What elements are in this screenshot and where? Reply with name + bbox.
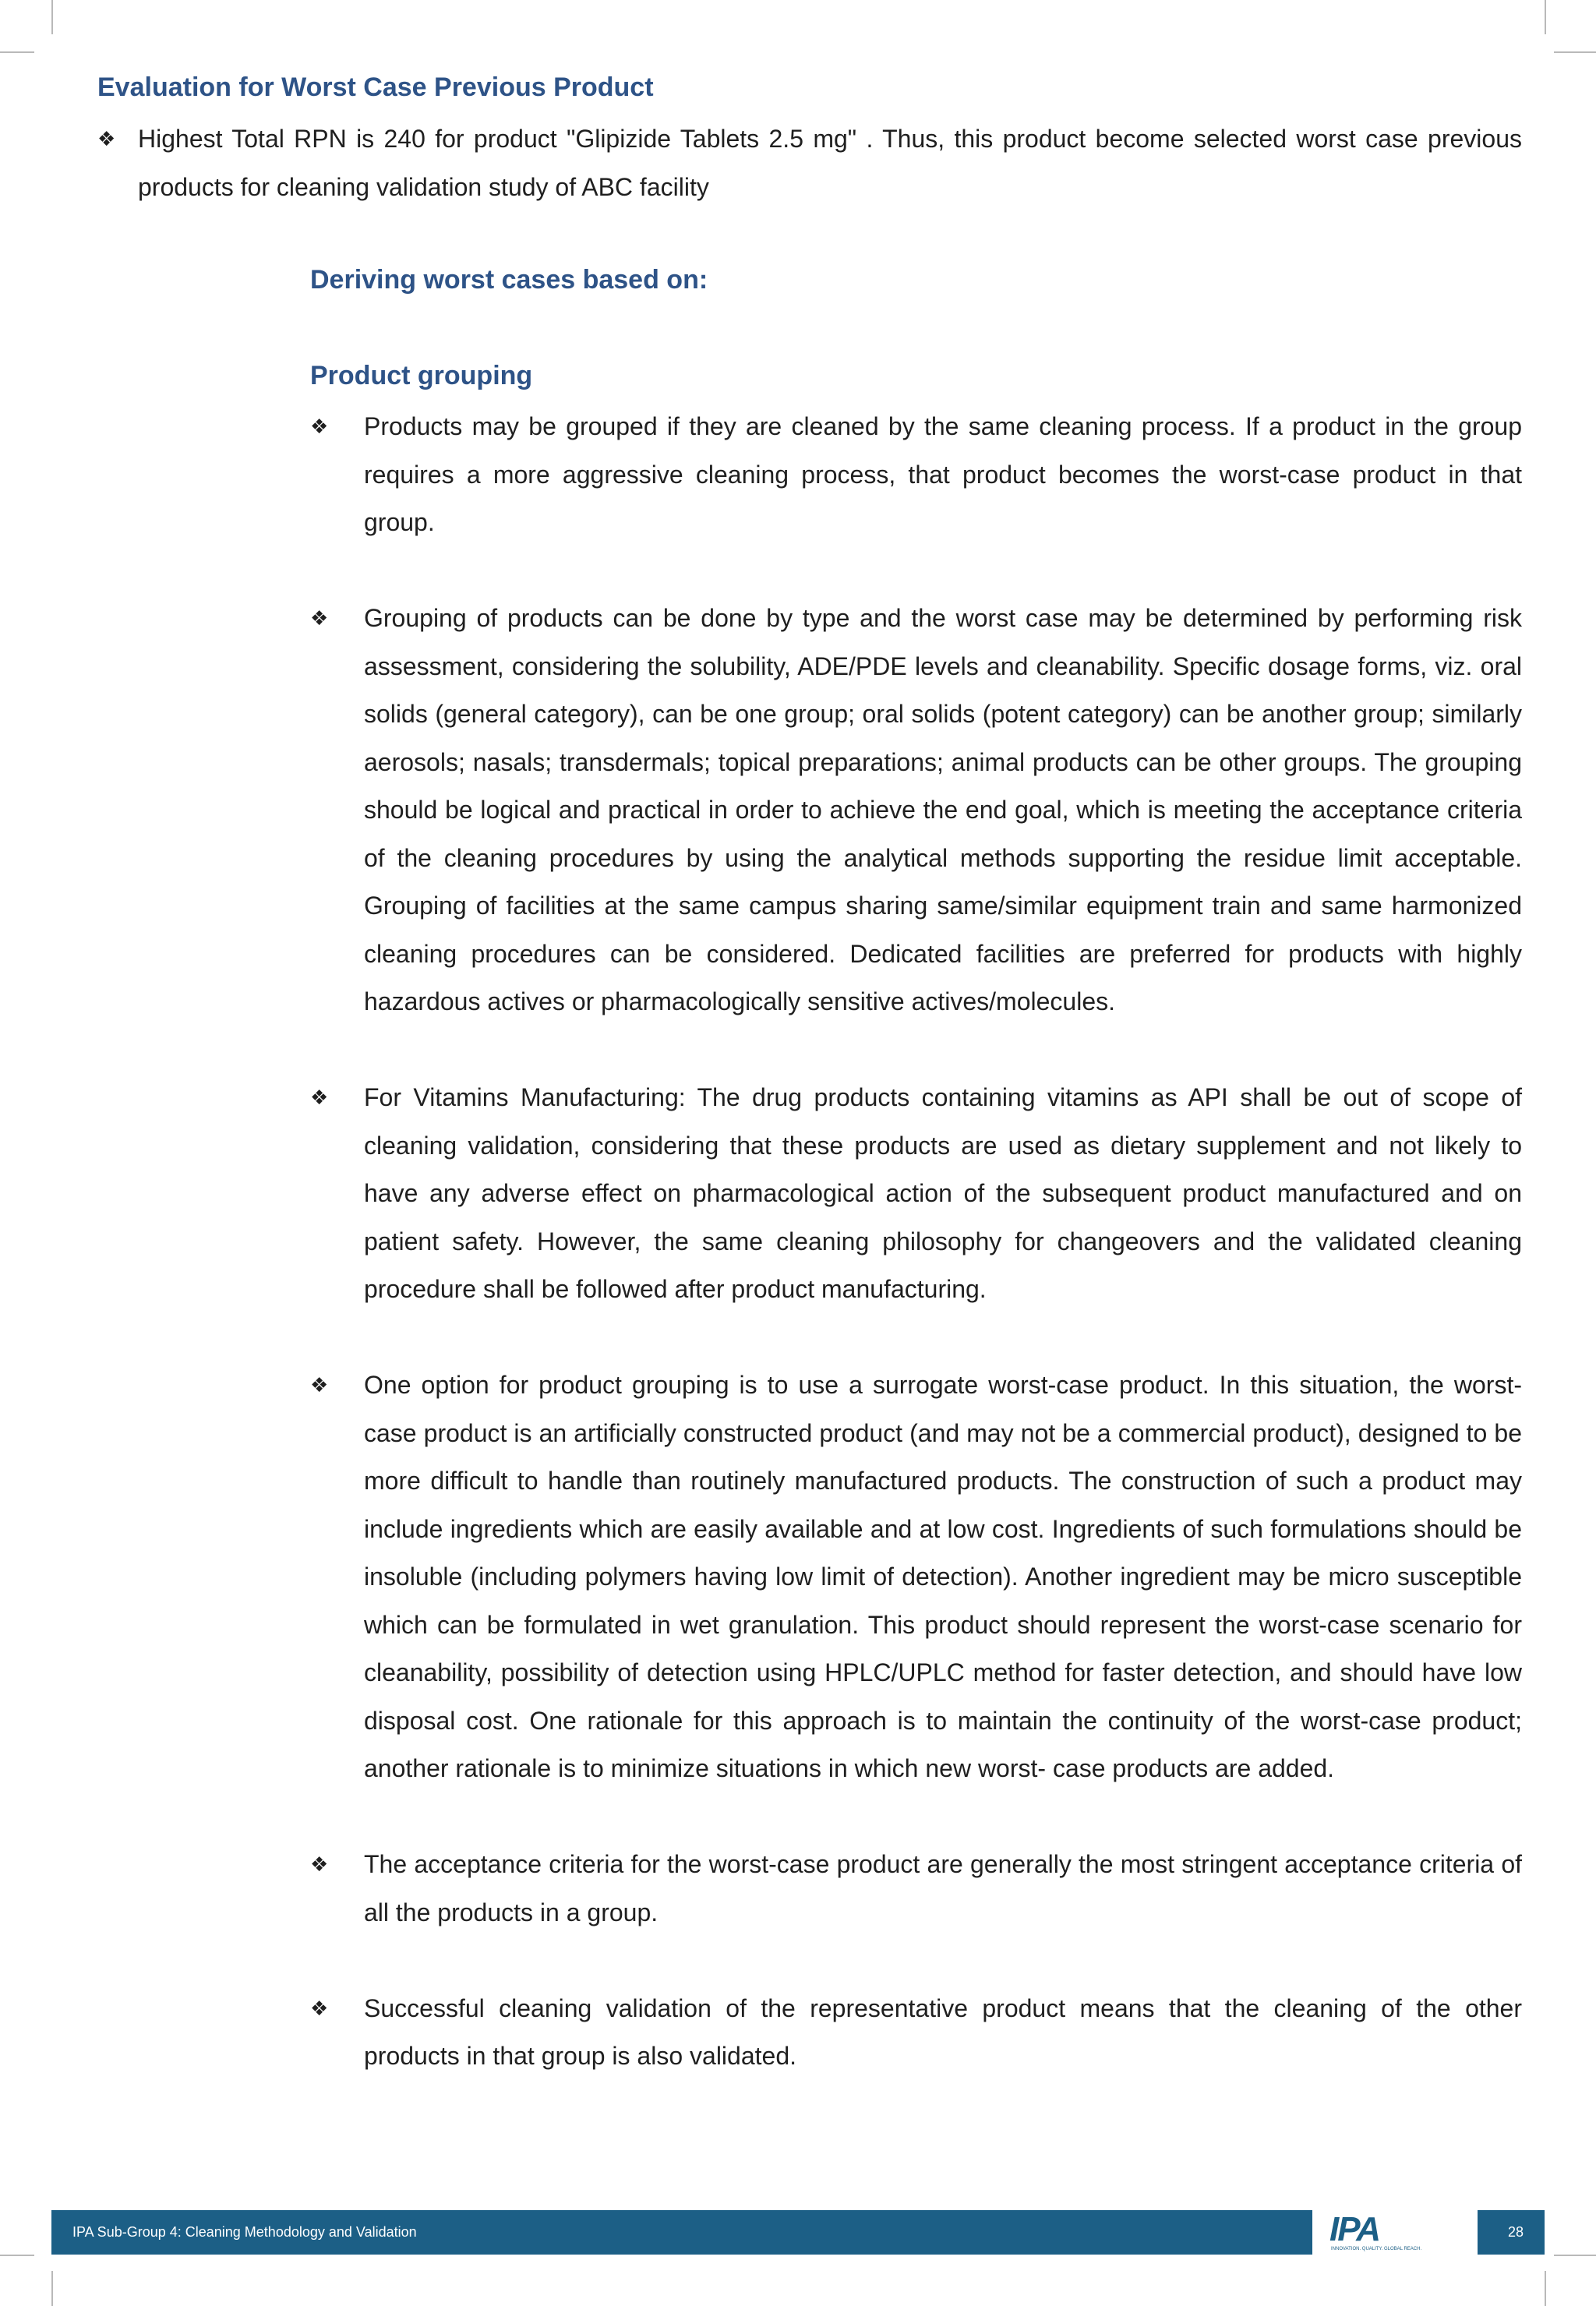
- crop-mark-top-right-horizontal: [1554, 51, 1596, 53]
- product-grouping-heading: Product grouping: [310, 361, 533, 390]
- list-item-text: Grouping of products can be done by type and the worst case may be determined by performing risk assessment, considering the solubility, ADE/PDE levels and cleanability. Specific dosage forms, viz. oral solids (general category), can be one group; oral solids (potent category) can be another group; similarly aerosols; nasals; transdermals; topical preparations; animal products can be other groups. The grouping should be logical and practical in order to achieve the end goal, which is meeting the acceptance criteria of the cleaning procedures by using the analytical methods supporting the residue limit acceptable. Grouping of facilities at the same campus sharing same/similar equipment train and same harmonized cleaning procedures can be considered. Dedicated facilities are preferred for products with highly hazardous actives or pharmacologically sensitive actives/molecules.: [364, 604, 1522, 1015]
- ipa-logo: [1312, 2210, 1478, 2255]
- list-item-text: One option for product grouping is to use a surrogate worst-case product. In this situation, the worst-case product is an artificially constructed product (and may not be a commercial product), designed to be more difficult to handle than routinely manufactured products. The construction of such a product may include ingredients which are easily available and at low cost. Ingredients of such formulations should be insoluble (including polymers having low limit of detection). Another ingredient may be micro susceptible which can be formulated in wet granulation. This product should represent the worst-case scenario for cleanability, possibility of detection using HPLC/UPLC method for faster detection, and should have low disposal cost. One rationale for this approach is to maintain the continuity of the worst-case product; another rationale is to minimize situations in which new worst- case products are added.: [364, 1371, 1522, 1782]
- crop-mark-bottom-left-vertical: [51, 2271, 53, 2306]
- diamond-bullet-icon: ❖: [310, 606, 329, 630]
- list-item-text: Successful cleaning validation of the representative product means that the cleaning of the other products in that group is also validated.: [364, 1993, 1522, 2070]
- crop-mark-bottom-right-horizontal: [1554, 2255, 1596, 2256]
- section-heading: Evaluation for Worst Case Previous Product: [97, 72, 654, 102]
- list-item: [310, 1361, 1522, 1793]
- crop-mark-top-left-horizontal: [0, 51, 34, 53]
- list-item-text: Products may be grouped if they are cleaned by the same cleaning process. If a product in the group requires a more aggressive cleaning process, that product becomes the worst-case product in that group.: [364, 412, 1522, 536]
- deriving-heading: Deriving worst cases based on:: [310, 265, 708, 295]
- diamond-bullet-icon: ❖: [97, 127, 116, 150]
- crop-mark-bottom-left-horizontal: [0, 2255, 34, 2256]
- list-item: [97, 115, 1522, 211]
- logo-wordmark: IPA: [1329, 2210, 1380, 2248]
- list-item: [310, 1841, 1522, 1937]
- list-item-text: Highest Total RPN is 240 for product "Glipizide Tablets 2.5 mg" . Thus, this product become selected worst case previous products for cleaning validation study of ABC facility: [138, 125, 1522, 201]
- logo-tagline: INNOVATION. QUALITY. GLOBAL REACH.: [1331, 2247, 1422, 2251]
- diamond-bullet-icon: ❖: [310, 1373, 329, 1397]
- intro-list: [97, 115, 1522, 211]
- page-footer: [51, 2210, 1545, 2255]
- diamond-bullet-icon: ❖: [310, 415, 329, 438]
- list-item: [310, 1985, 1522, 2081]
- crop-mark-bottom-right-vertical: [1545, 2271, 1546, 2306]
- crop-mark-top-right-vertical: [1545, 0, 1546, 34]
- page-number: 28: [1507, 2224, 1524, 2240]
- list-item: [310, 1074, 1522, 1314]
- diamond-bullet-icon: ❖: [310, 1086, 329, 1109]
- footer-title: IPA Sub-Group 4: Cleaning Methodology and Validation: [72, 2224, 417, 2240]
- list-item: [310, 403, 1522, 547]
- list-item-text: For Vitamins Manufacturing: The drug products containing vitamins as API shall be out of scope of cleaning validation, considering that these products are used as dietary supplement and not likely to have any adverse effect on pharmacological action of the subsequent product manufactured and on patient safety. However, the same cleaning philosophy for changeovers and the validated cleaning procedure shall be followed after product manufacturing.: [364, 1083, 1522, 1303]
- list-item-text: The acceptance criteria for the worst-case product are generally the most stringent acceptance criteria of all the products in a group.: [364, 1850, 1522, 1926]
- diamond-bullet-icon: ❖: [310, 1852, 329, 1876]
- crop-mark-top-left-vertical: [51, 0, 53, 34]
- list-item: [310, 595, 1522, 1026]
- diamond-bullet-icon: ❖: [310, 1996, 329, 2020]
- grouping-list: [310, 403, 1522, 2081]
